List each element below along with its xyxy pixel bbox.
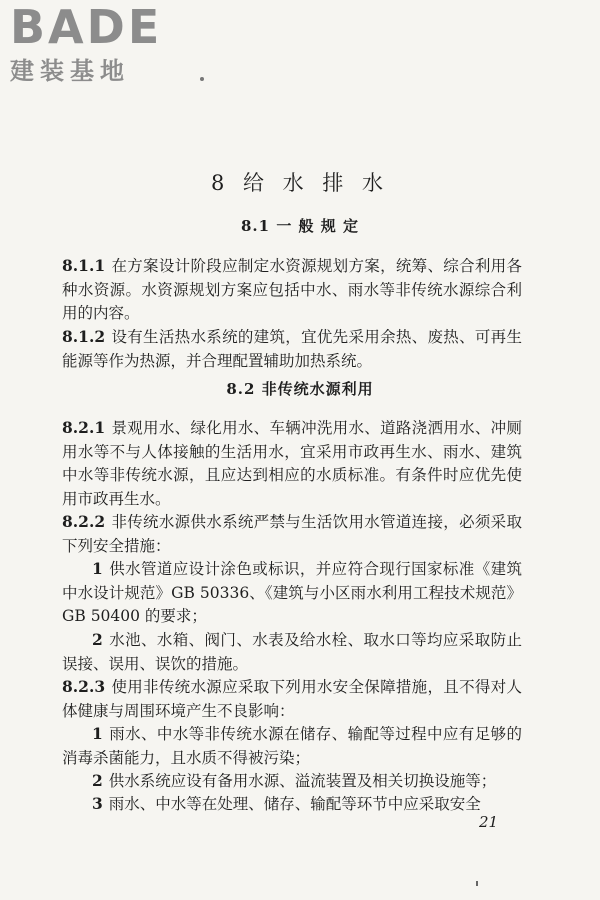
clause-8-2-3-item-2	[62, 769, 522, 794]
clause-8-2-2-item-1	[62, 557, 522, 629]
logo-text: BADE	[10, 0, 163, 54]
clause-number: 8.1.1	[62, 256, 106, 275]
clause-8-2-2-item-2	[62, 628, 522, 676]
clause-8-2-1	[62, 416, 522, 511]
clause-number: 8.2.2	[62, 512, 106, 531]
clause-8-2-3-item-3	[62, 792, 522, 817]
clause-number: 8.2.1	[62, 418, 106, 437]
item-text: 雨水、中水等在处理、储存、输配等环节中应采取安全	[108, 795, 481, 813]
section-title-8-1: 8.1 一 般 规 定	[241, 217, 359, 235]
item-number: 3	[92, 794, 103, 813]
clause-8-2-3	[62, 675, 522, 723]
logo-dot	[200, 77, 204, 81]
clause-number: 8.2.3	[62, 677, 106, 696]
bade-logo	[10, 2, 162, 86]
clause-text: 景观用水、绿化用水、车辆冲洗用水、道路浇洒用水、冲厕用水等不与人体接触的生活用水，宜采用市政再生水、雨水、建筑中水等非传统水源，且应达到相应的水质标准。有条件时应优先使用市政再生水。	[62, 419, 522, 508]
item-text: 供水系统应设有备用水源、溢流装置及相关切换设施等；	[108, 772, 497, 790]
clause-8-1-2	[62, 325, 522, 373]
chapter-title: 8 给 水 排 水	[210, 171, 390, 195]
clause-text: 在方案设计阶段应制定水资源规划方案，统筹、综合利用各种水资源。水资源规划方案应包括中水、雨水等非传统水源综合利用的内容。	[62, 257, 522, 323]
clause-8-2-3-item-1	[62, 722, 522, 770]
clause-8-2-2	[62, 510, 522, 558]
clause-text: 设有生活热水系统的建筑，宜优先采用余热、废热、可再生能源等作为热源，并合理配置辅助加热系统。	[62, 328, 522, 370]
item-text: 供水管道应设计涂色或标识，并应符合现行国家标准《建筑中水设计规范》GB 50336、《建筑与小区雨水利用工程技术规范》GB 50400 的要求；	[62, 560, 522, 626]
clause-text: 使用非传统水源应采取下列用水安全保障措施，且不得对人体健康与周围环境产生不良影响：	[62, 678, 522, 720]
item-text: 雨水、中水等非传统水源在储存、输配等过程中应有足够的消毒杀菌能力，且水质不得被污染；	[62, 725, 522, 767]
section-title-8-2: 8.2 非传统水源利用	[226, 380, 374, 398]
logo-subtitle: 建装基地	[10, 57, 130, 85]
scan-mark	[476, 881, 478, 886]
clause-number: 8.1.2	[62, 327, 106, 346]
clause-8-1-1	[62, 254, 522, 326]
item-text: 水池、水箱、阀门、水表及给水栓、取水口等均应采取防止误接、误用、误饮的措施。	[62, 631, 522, 673]
item-number: 1	[92, 724, 103, 743]
item-number: 1	[92, 559, 103, 578]
item-number: 2	[92, 771, 103, 790]
page-number: 21	[479, 813, 499, 831]
clause-text: 非传统水源供水系统严禁与生活饮用水管道连接，必须采取下列安全措施：	[62, 513, 522, 555]
item-number: 2	[92, 630, 103, 649]
